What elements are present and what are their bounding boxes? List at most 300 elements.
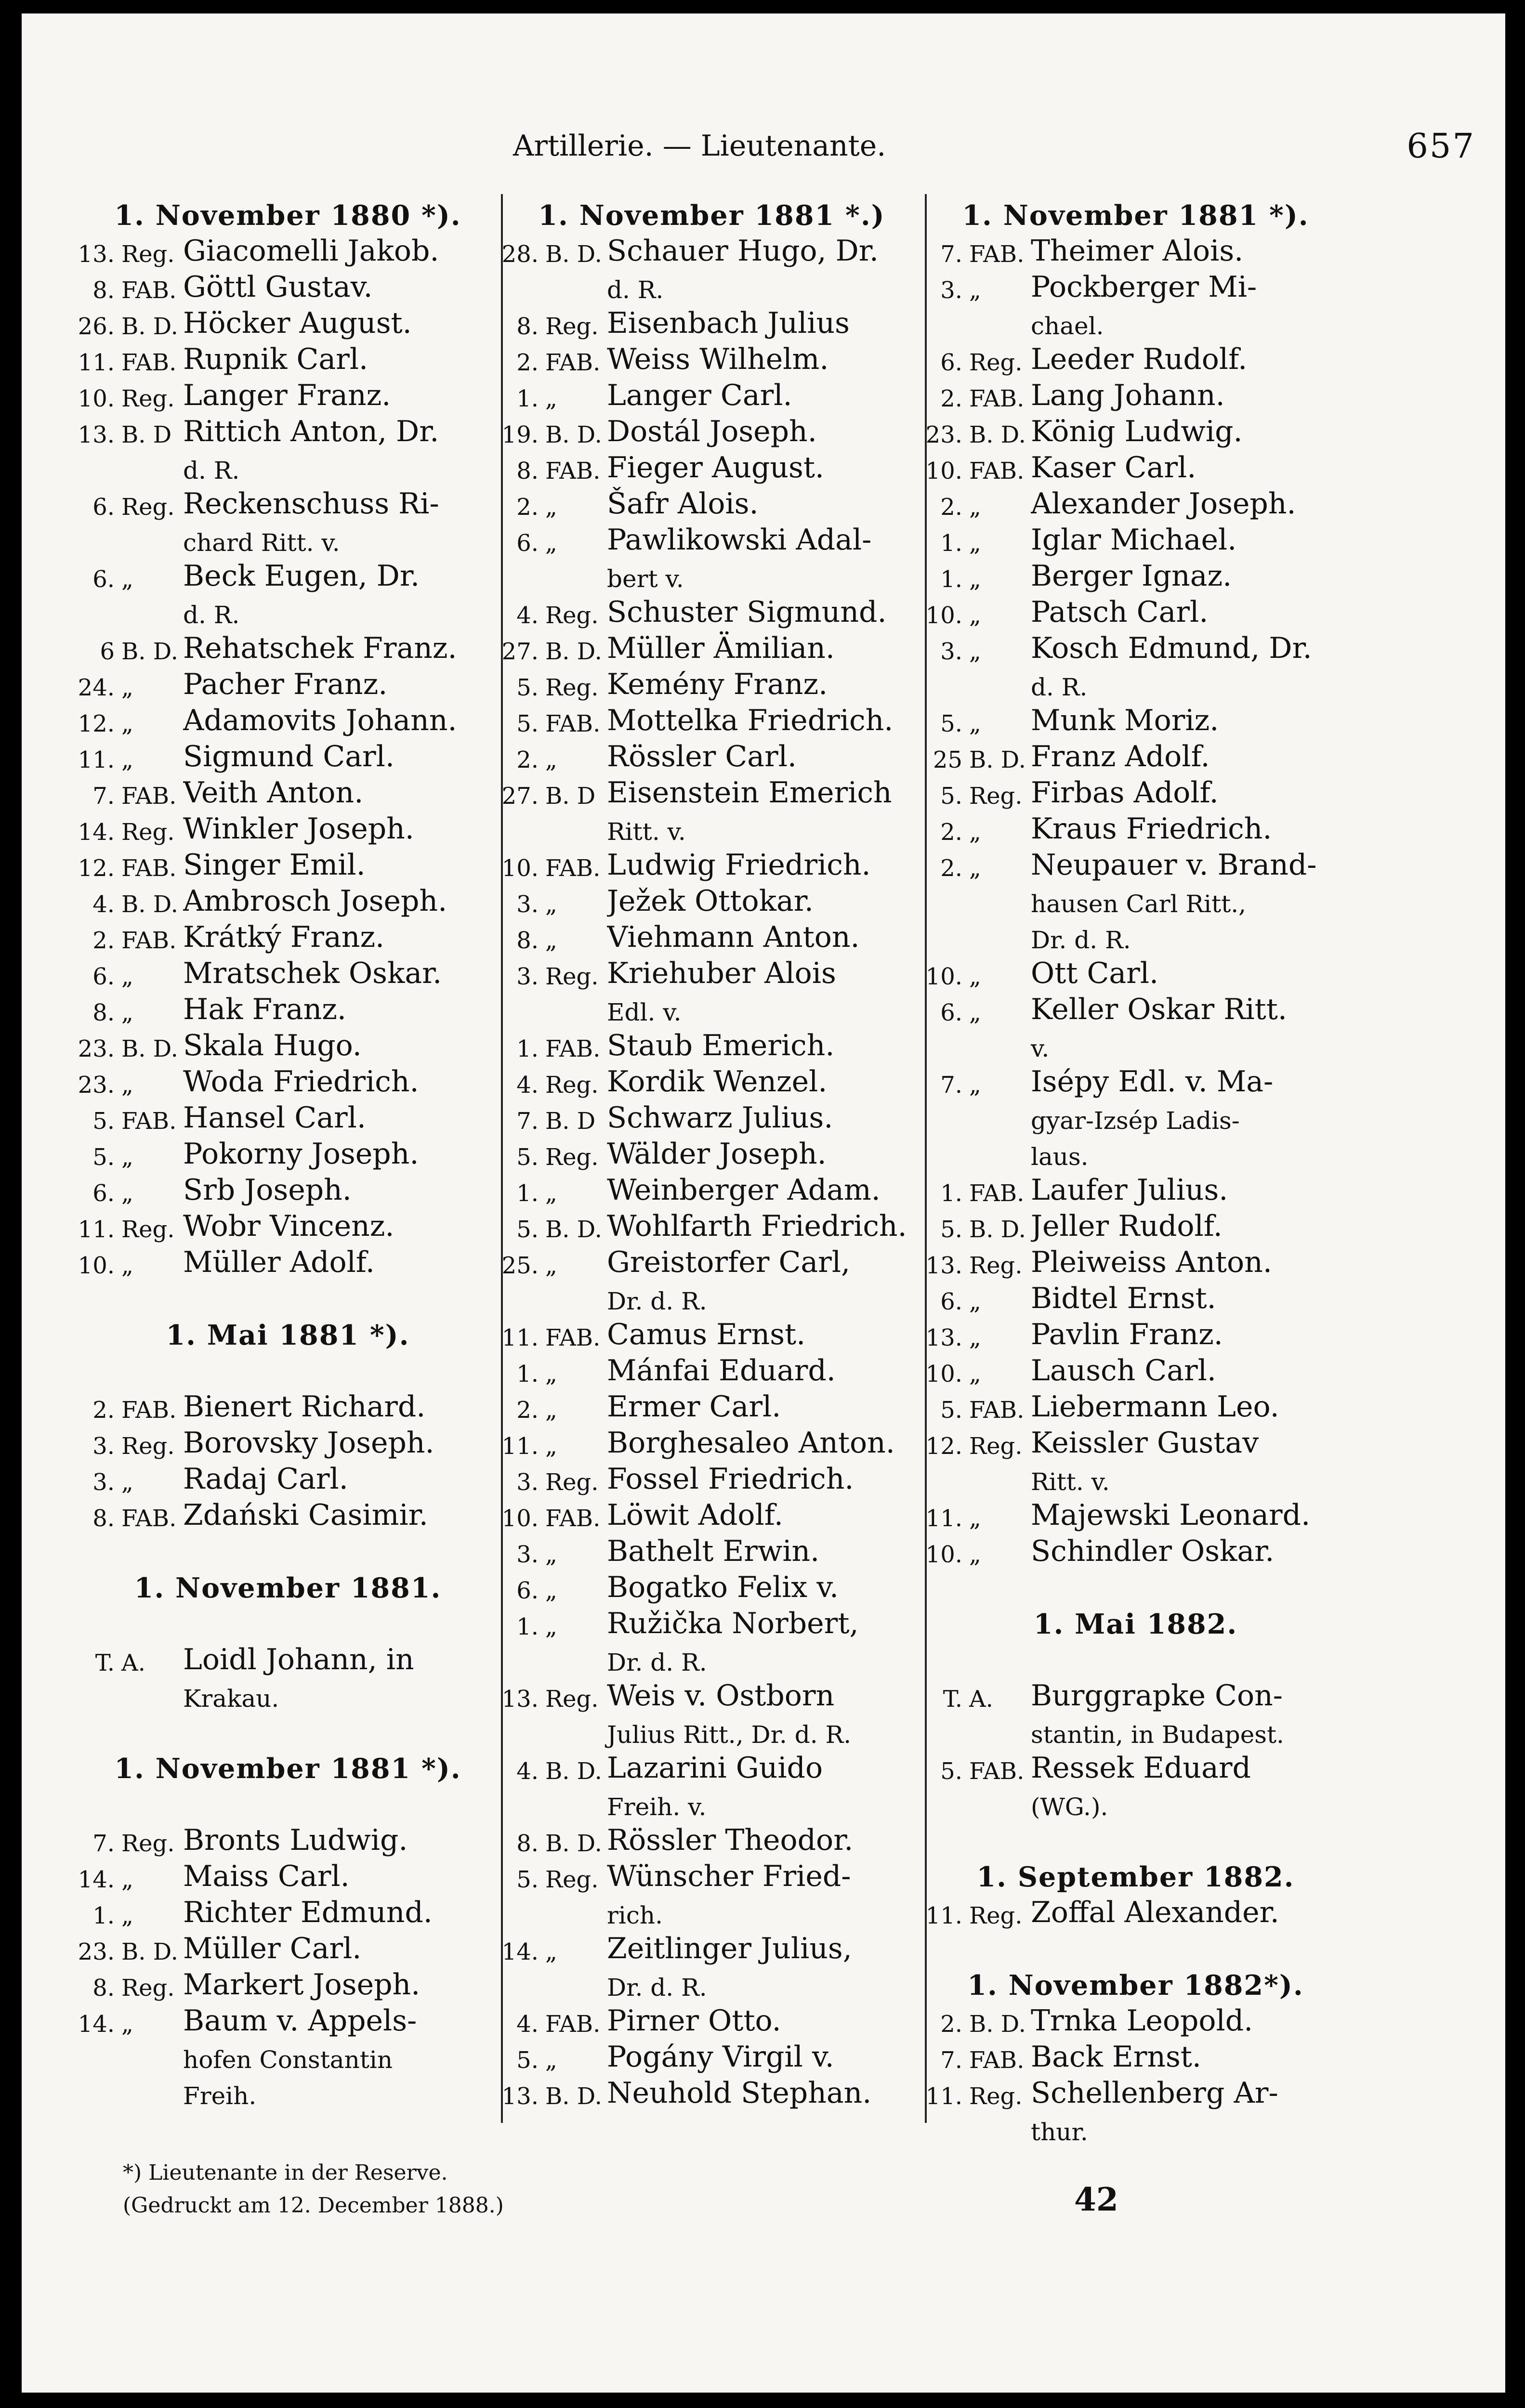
list-item: [72, 701, 503, 737]
entry-name: Eisenstein Emerich: [607, 776, 892, 810]
entry-name: Neupauer v. Brand-: [1031, 848, 1317, 882]
entry-name: Pogány Virgil v.: [607, 2040, 834, 2074]
list-item: [496, 1604, 927, 1640]
entry-number: 6.: [940, 349, 962, 376]
list-item: [72, 1460, 503, 1496]
list-item-continuation: [72, 521, 503, 557]
entry-number: 11.: [501, 1433, 539, 1460]
list-item: [72, 1640, 503, 1676]
entry-name: Neuhold Stephan.: [607, 2076, 872, 2110]
list-item-continuation: [920, 665, 1351, 701]
entry-name: Bienert Richard.: [183, 1390, 426, 1424]
list-item: [496, 1929, 927, 1965]
entry-number: 23.: [78, 1035, 115, 1062]
entry-number: 6.: [92, 963, 115, 990]
entry-number: 3.: [92, 1469, 115, 1496]
entry-branch: „: [969, 494, 981, 521]
entry-number: 2.: [940, 494, 962, 521]
entry-number: 1.: [516, 1035, 539, 1062]
entry-name: Alexander Joseph.: [1031, 487, 1296, 521]
entry-branch: B. D.: [545, 638, 602, 665]
entry-name: Markert Joseph.: [183, 1968, 421, 2002]
entry-name: Srb Joseph.: [183, 1173, 352, 1207]
entry-branch: A.: [969, 1686, 993, 1713]
entry-branch: „: [969, 1288, 981, 1315]
entry-number: 3.: [940, 638, 962, 665]
section-heading: 1. November 1880 *).: [114, 199, 461, 232]
entry-branch: FAB.: [121, 277, 177, 304]
entry-number: 10.: [925, 1541, 962, 1568]
entry-branch: Reg.: [545, 1469, 599, 1496]
entry-continuation: Julius Ritt., Dr. d. R.: [607, 1721, 852, 1749]
list-item: [496, 1749, 927, 1785]
entry-name: Ressek Eduard: [1031, 1751, 1251, 1785]
list-item: [920, 629, 1351, 665]
list-item: [72, 340, 503, 376]
entry-name: Eisenbach Julius: [607, 306, 850, 340]
entry-continuation: Krakau.: [183, 1685, 279, 1713]
entry-name: Borovsky Joseph.: [183, 1426, 434, 1460]
entry-continuation: chard Ritt. v.: [183, 529, 340, 557]
list-item: [920, 701, 1351, 737]
entry-branch: „: [121, 1144, 133, 1171]
entry-continuation: Freih. v.: [607, 1793, 707, 1821]
entry-name: Singer Emil.: [183, 848, 366, 882]
entry-number: 5.: [516, 710, 539, 737]
entry-number: 6.: [940, 999, 962, 1026]
entry-branch: „: [121, 566, 133, 593]
list-item: [496, 1857, 927, 1893]
entry-number: 13.: [501, 2083, 539, 2110]
entry-name: Liebermann Leo.: [1031, 1390, 1279, 1424]
entry-number: 1.: [516, 1180, 539, 1207]
entry-branch: FAB.: [121, 1505, 177, 1532]
entry-number: 5.: [92, 1108, 115, 1135]
spacer: [920, 1929, 1351, 1965]
entry-number: 5.: [940, 783, 962, 810]
entry-number: 2.: [516, 349, 539, 376]
entry-number: 3.: [516, 891, 539, 918]
list-item: [496, 376, 927, 412]
entry-name: Pirner Otto.: [607, 2004, 781, 2038]
entry-branch: „: [545, 1252, 557, 1279]
list-item-continuation: [72, 2038, 503, 2074]
entry-continuation: chael.: [1031, 312, 1104, 340]
list-item: [72, 846, 503, 882]
list-item: [496, 2074, 927, 2110]
list-item: [72, 1062, 503, 1099]
entry-branch: B. D.: [969, 746, 1026, 773]
list-item: [920, 1424, 1351, 1460]
entry-name: Sigmund Carl.: [183, 740, 394, 773]
entry-name: Keissler Gustav: [1031, 1426, 1259, 1460]
entry-branch: FAB.: [545, 349, 601, 376]
list-item-continuation: [496, 1785, 927, 1821]
section-heading: 1. November 1882*).: [967, 1969, 1304, 2002]
list-item: [72, 954, 503, 990]
entry-number: 4.: [516, 602, 539, 629]
list-item: [496, 484, 927, 521]
list-item: [72, 557, 503, 593]
entry-name: Langer Carl.: [607, 379, 792, 412]
entry-name: Zoffal Alexander.: [1031, 1896, 1279, 1929]
entry-number: 10.: [925, 1361, 962, 1387]
entry-branch: FAB.: [545, 1324, 601, 1351]
entry-number: 27.: [501, 638, 539, 665]
list-item: [496, 773, 927, 810]
entry-number: 10.: [925, 963, 962, 990]
entry-name: Radaj Carl.: [183, 1462, 348, 1496]
entry-name: Franz Adolf.: [1031, 740, 1210, 773]
entry-number: 7.: [940, 1072, 962, 1099]
spacer: [920, 1821, 1351, 1857]
entry-name: Hak Franz.: [183, 993, 346, 1026]
list-item-continuation: [920, 1026, 1351, 1062]
entry-continuation: Dr. d. R.: [607, 1974, 707, 2002]
list-item: [72, 918, 503, 954]
entry-name: König Ludwig.: [1031, 415, 1243, 448]
entry-continuation: rich.: [607, 1901, 663, 1929]
list-item: [920, 1532, 1351, 1568]
entry-continuation: d. R.: [183, 457, 240, 484]
entry-number: 26.: [78, 313, 115, 340]
list-item: [496, 1243, 927, 1279]
entry-number: 2.: [516, 494, 539, 521]
list-item: [496, 665, 927, 701]
entry-branch: B. D.: [545, 1830, 602, 1857]
entry-branch: Reg.: [121, 1216, 175, 1243]
entry-number: 2.: [940, 2011, 962, 2038]
entry-number: 11.: [925, 2083, 962, 2110]
entry-name: Reckenschuss Ri-: [183, 487, 439, 521]
list-item: [920, 593, 1351, 629]
entry-name: Fieger August.: [607, 451, 824, 484]
list-item: [72, 1857, 503, 1893]
entry-number: 27.: [501, 783, 539, 810]
entry-branch: FAB.: [545, 2011, 601, 2038]
list-item: [920, 1749, 1351, 1785]
entry-number: 8.: [92, 1505, 115, 1532]
entry-branch: B. D: [121, 421, 172, 448]
entry-number: 6.: [516, 1577, 539, 1604]
book-page: [22, 13, 1505, 2393]
entry-number: 8.: [516, 313, 539, 340]
list-item-continuation: [496, 557, 927, 593]
entry-name: Löwit Adolf.: [607, 1498, 783, 1532]
entry-number: 2.: [940, 385, 962, 412]
list-item: [496, 340, 927, 376]
entry-name: Richter Edmund.: [183, 1896, 433, 1929]
list-item: [72, 1424, 503, 1460]
list-item: [72, 1387, 503, 1424]
entry-number: 14.: [78, 1866, 115, 1893]
entry-name: Patsch Carl.: [1031, 595, 1209, 629]
entry-number: 10.: [925, 602, 962, 629]
entry-number: 7.: [940, 241, 962, 268]
entry-branch: „: [545, 1180, 557, 1207]
entry-continuation: stantin, in Budapest.: [1031, 1721, 1284, 1749]
entry-name: Kraus Friedrich.: [1031, 812, 1272, 846]
list-item: [920, 1387, 1351, 1424]
list-item: [496, 304, 927, 340]
entry-number: 3.: [940, 277, 962, 304]
list-item: [72, 268, 503, 304]
list-item: [72, 1821, 503, 1857]
entry-branch: „: [121, 1252, 133, 1279]
entry-number: 2.: [516, 1397, 539, 1424]
entry-name: Burggrapke Con-: [1031, 1679, 1283, 1713]
entry-name: Pavlin Franz.: [1031, 1318, 1223, 1351]
entry-name: Höcker August.: [183, 306, 412, 340]
entry-number: 13.: [925, 1324, 962, 1351]
list-item: [920, 1062, 1351, 1099]
list-item: [496, 412, 927, 448]
list-item: [496, 521, 927, 557]
entry-name: Kosch Edmund, Dr.: [1031, 631, 1312, 665]
entry-number: 14.: [501, 1938, 539, 1965]
entry-branch: „: [121, 746, 133, 773]
list-item: [72, 232, 503, 268]
entry-number: 12.: [78, 855, 115, 882]
entry-name: Rehatschek Franz.: [183, 631, 457, 665]
list-item-continuation: [496, 810, 927, 846]
entry-continuation: laus.: [1031, 1143, 1089, 1171]
entry-name: Šafr Alois.: [607, 487, 759, 521]
entry-name: Wobr Vincenz.: [183, 1209, 394, 1243]
entry-continuation: Ritt. v.: [607, 818, 686, 846]
entry-number: 23.: [925, 421, 962, 448]
list-item: [72, 304, 503, 340]
entry-number: 19.: [501, 421, 539, 448]
list-item: [496, 1676, 927, 1713]
entry-branch: „: [969, 819, 981, 846]
entry-number: 13.: [78, 241, 115, 268]
entry-branch: „: [545, 385, 557, 412]
entry-branch: „: [545, 1938, 557, 1965]
entry-name: Rössler Theodor.: [607, 1823, 854, 1857]
entry-number: 4.: [516, 1072, 539, 1099]
entry-branch: FAB.: [545, 710, 601, 737]
entry-number: 7.: [940, 2047, 962, 2074]
entry-name: Theimer Alois.: [1031, 234, 1244, 268]
entry-branch: Reg.: [969, 783, 1023, 810]
entry-number: 14.: [78, 2011, 115, 2038]
entry-branch: „: [969, 1361, 981, 1387]
list-item: [920, 846, 1351, 882]
entry-name: Bogatko Felix v.: [607, 1570, 839, 1604]
list-item: [920, 1496, 1351, 1532]
entry-number: T.: [943, 1686, 962, 1713]
entry-name: Firbas Adolf.: [1031, 776, 1219, 810]
list-item: [496, 1424, 927, 1460]
entry-number: 5.: [940, 1216, 962, 1243]
entry-name: Isépy Edl. v. Ma-: [1031, 1065, 1274, 1099]
list-item: [72, 1207, 503, 1243]
entry-branch: FAB.: [969, 2047, 1025, 2074]
entry-number: 10.: [925, 458, 962, 484]
entry-name: Ružička Norbert,: [607, 1607, 859, 1640]
list-item: [920, 557, 1351, 593]
entry-branch: „: [545, 927, 557, 954]
list-item: [920, 232, 1351, 268]
entry-branch: Reg.: [545, 1686, 599, 1713]
page-number: 657: [1407, 126, 1475, 166]
entry-branch: „: [121, 1072, 133, 1099]
entry-branch: Reg.: [121, 1975, 175, 2002]
entry-number: 7.: [92, 1830, 115, 1857]
entry-branch: Reg.: [969, 2083, 1023, 2110]
section-heading: 1. September 1882.: [976, 1861, 1295, 1893]
list-item: [920, 990, 1351, 1026]
list-item: [920, 737, 1351, 773]
entry-number: 1.: [516, 385, 539, 412]
entry-branch: FAB.: [969, 458, 1025, 484]
section-heading: 1. November 1881 *).: [114, 1753, 461, 1785]
entry-name: Lang Johann.: [1031, 379, 1225, 412]
list-item: [496, 1821, 927, 1857]
list-item-continuation: [72, 2074, 503, 2110]
list-item: [496, 448, 927, 484]
section-heading: 1. November 1881 *.): [538, 199, 885, 232]
entry-name: Müller Carl.: [183, 1932, 362, 1965]
entry-name: Keller Oskar Ritt.: [1031, 993, 1287, 1026]
list-item: [496, 701, 927, 737]
entry-number: 8.: [92, 1975, 115, 2002]
entry-continuation: bert v.: [607, 565, 684, 593]
list-item: [496, 2038, 927, 2074]
entry-number: 7.: [92, 783, 115, 810]
list-item: [72, 882, 503, 918]
entry-number: 25: [933, 746, 962, 773]
list-item: [920, 268, 1351, 304]
list-item-continuation: [920, 1135, 1351, 1171]
entry-name: Laufer Julius.: [1031, 1173, 1228, 1207]
entry-number: 23.: [78, 1938, 115, 1965]
entry-branch: B. D.: [545, 2083, 602, 2110]
entry-name: Ježek Ottokar.: [607, 884, 814, 918]
entry-name: Ambrosch Joseph.: [183, 884, 447, 918]
entry-branch: Reg.: [121, 494, 175, 521]
entry-branch: „: [969, 602, 981, 629]
entry-number: 3.: [516, 963, 539, 990]
entry-branch: B. D.: [121, 891, 178, 918]
entry-number: 1.: [940, 566, 962, 593]
entry-branch: B. D.: [545, 1758, 602, 1785]
list-item: [496, 737, 927, 773]
entry-continuation: Edl. v.: [607, 998, 682, 1026]
entry-number: 5.: [516, 1866, 539, 1893]
entry-branch: „: [969, 1541, 981, 1568]
entry-branch: „: [121, 2011, 133, 2038]
list-item-continuation: [496, 1965, 927, 2002]
running-title: Artillerie. — Lieutenante.: [513, 129, 886, 163]
entry-name: Viehmann Anton.: [607, 920, 860, 954]
entry-branch: FAB.: [969, 1758, 1025, 1785]
entry-name: Müller Adolf.: [183, 1245, 375, 1279]
list-item: [920, 448, 1351, 484]
list-item: [920, 1171, 1351, 1207]
entry-number: 5.: [92, 1144, 115, 1171]
entry-number: 3.: [92, 1433, 115, 1460]
list-item: [496, 846, 927, 882]
entry-branch: „: [545, 1433, 557, 1460]
entry-name: Kemény Franz.: [607, 667, 828, 701]
column-2: [496, 196, 927, 2110]
entry-name: Müller Ämilian.: [607, 631, 835, 665]
list-item: [496, 1135, 927, 1171]
list-item: [496, 1387, 927, 1424]
list-item: [496, 1207, 927, 1243]
entry-branch: „: [545, 1613, 557, 1640]
entry-name: Mratschek Oskar.: [183, 956, 442, 990]
spacer: [72, 1604, 503, 1640]
entry-name: Beck Eugen, Dr.: [183, 559, 420, 593]
list-item: [72, 1929, 503, 1965]
list-item-continuation: [920, 1460, 1351, 1496]
entry-name: Rössler Carl.: [607, 740, 797, 773]
entry-branch: B. D.: [969, 1216, 1026, 1243]
entry-branch: „: [969, 1072, 981, 1099]
list-item: [496, 232, 927, 268]
spacer: [72, 1785, 503, 1821]
entry-branch: „: [121, 1866, 133, 1893]
entry-name: Schindler Oskar.: [1031, 1534, 1275, 1568]
entry-name: Bathelt Erwin.: [607, 1534, 820, 1568]
entry-number: 1.: [940, 1180, 962, 1207]
entry-number: 6.: [92, 566, 115, 593]
entry-name: Pawlikowski Adal-: [607, 523, 872, 557]
entry-name: Weinberger Adam.: [607, 1173, 881, 1207]
entry-branch: B. D.: [545, 1216, 602, 1243]
entry-branch: FAB.: [121, 783, 177, 810]
entry-branch: A.: [121, 1649, 145, 1676]
entry-number: 8.: [516, 458, 539, 484]
list-item: [920, 340, 1351, 376]
entry-number: 25.: [501, 1252, 539, 1279]
entry-branch: „: [121, 674, 133, 701]
entry-name: Maiss Carl.: [183, 1859, 350, 1893]
entry-branch: Reg.: [545, 313, 599, 340]
entry-branch: Reg.: [969, 1902, 1023, 1929]
entry-number: 2.: [516, 746, 539, 773]
entry-name: Majewski Leonard.: [1031, 1498, 1311, 1532]
spacer: [920, 1568, 1351, 1604]
entry-branch: FAB.: [545, 458, 601, 484]
entry-name: Fossel Friedrich.: [607, 1462, 854, 1496]
entry-branch: Reg.: [121, 385, 175, 412]
list-item: [920, 2038, 1351, 2074]
entry-branch: Reg.: [121, 241, 175, 268]
entry-name: Camus Ernst.: [607, 1318, 806, 1351]
entry-number: 6.: [516, 530, 539, 557]
entry-branch: „: [545, 2047, 557, 2074]
list-item: [496, 1496, 927, 1532]
entry-branch: B. D: [545, 783, 596, 810]
entry-number: 5.: [516, 1144, 539, 1171]
list-item: [496, 1351, 927, 1387]
entry-branch: „: [969, 855, 981, 882]
entry-branch: „: [121, 963, 133, 990]
entry-continuation: (WG.).: [1031, 1793, 1108, 1821]
entry-number: 3.: [516, 1469, 539, 1496]
list-item: [496, 1062, 927, 1099]
list-item: [920, 2074, 1351, 2110]
entry-number: 2.: [940, 855, 962, 882]
entry-branch: FAB.: [121, 1397, 177, 1424]
entry-number: 11.: [78, 1216, 115, 1243]
entry-name: Lausch Carl.: [1031, 1354, 1216, 1387]
list-item: [72, 1965, 503, 2002]
